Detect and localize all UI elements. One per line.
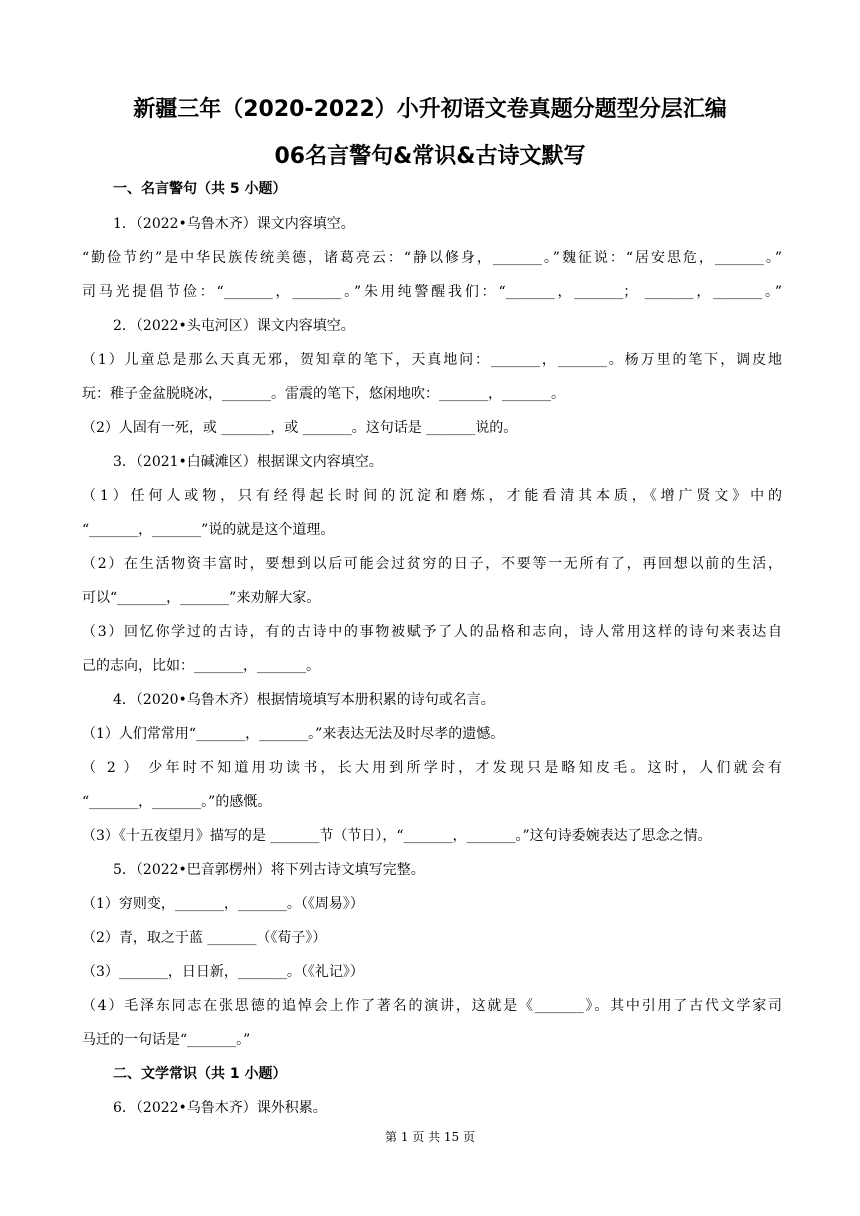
question-3-line-3: （2）在生活物资丰富时，要想到以后可能会过贫穷的日子，不要等一无所有了，再回想以前的生活， xyxy=(82,556,782,572)
question-3-line-5: （3）回忆你学过的古诗，有的古诗中的事物被赋予了人的品格和志向，诗人常用这样的诗句来表达自 xyxy=(82,624,782,640)
question-4-line-1: （1）人们常常用“_______，_______。”来表达无法及时尽孝的遗憾。 xyxy=(82,726,505,742)
question-5-line-2: （2）青，取之于蓝 _______（《荀子》） xyxy=(82,930,327,946)
question-5-line-1: （1）穷则变，_______，_______。（《周易》） xyxy=(82,896,364,912)
question-3-line-2: “_______，_______”说的就是这个道理。 xyxy=(82,522,335,538)
question-3-line-6: 己的志向，比如：_______，_______。 xyxy=(82,658,320,674)
document-title-line2: 06名言警句&常识&古诗文默写 xyxy=(274,144,586,169)
question-3-heading: 3．（2021•白碱滩区）根据课文内容填空。 xyxy=(113,454,383,470)
question-4-line-3: “_______，_______。”的感慨。 xyxy=(82,794,272,810)
document-title-line1: 新疆三年（2020-2022）小升初语文卷真题分题型分层汇编 xyxy=(133,97,727,122)
question-5-line-3: （3）_______，日日新，_______。（《礼记》） xyxy=(82,964,364,980)
question-2-line-3: （2）人固有一死，或 _______，或 _______。这句话是 _______说的。 xyxy=(82,420,518,436)
question-1-line-2: 司马光提倡节俭：“_______，_______。”朱用纯警醒我们：“_______，_______； _______，_______。” xyxy=(82,284,782,300)
question-3-line-1: （1）任何人或物，只有经得起长时间的沉淀和磨炼，才能看清其本质，《增广贤文》中的 xyxy=(82,488,782,504)
question-2-line-1: （1）儿童总是那么天真无邪，贺知章的笔下，天真地问：_______，_______。杨万里的笔下，调皮地 xyxy=(82,352,782,368)
question-1-heading: 1．（2022•乌鲁木齐）课文内容填空。 xyxy=(113,216,355,232)
question-3-line-4: 可以“_______，_______”来劝解大家。 xyxy=(82,590,321,606)
question-5-line-4: （4）毛泽东同志在张思德的追悼会上作了著名的演讲，这就是《_______》。其中引用了古代文学家司 xyxy=(82,998,782,1014)
section-heading-1: 一、名言警句（共 5 小题） xyxy=(113,181,287,197)
question-1-line-1: “勤俭节约”是中华民族传统美德，诸葛亮云：“静以修身，_______。”魏征说：“居安思危，_______。” xyxy=(82,250,782,266)
question-2-line-2: 玩：稚子金盆脱晓冰，_______。雷震的笔下，悠闲地吹：_______，_______。 xyxy=(82,386,565,402)
question-4-heading: 4．（2020•乌鲁木齐）根据情境填写本册积累的诗句或名言。 xyxy=(113,692,495,708)
section-heading-2: 二、文学常识（共 1 小题） xyxy=(113,1066,287,1082)
question-2-heading: 2．（2022•头屯河区）课文内容填空。 xyxy=(113,318,355,334)
question-5-heading: 5．（2022•巴音郭楞州）将下列古诗文填写完整。 xyxy=(113,862,425,878)
page-footer: 第 1 页 共 15 页 xyxy=(385,1130,475,1144)
question-5-line-5: 马迁的一句话是“_______。” xyxy=(82,1032,251,1048)
question-6-heading: 6．（2022•乌鲁木齐）课外积累。 xyxy=(113,1100,327,1116)
question-4-line-2: （ 2 ） 少年时不知道用功读书，长大用到所学时，才发现只是略知皮毛。这时，人们就会有 xyxy=(82,760,782,776)
question-4-line-4: （3）《十五夜望月》描写的是 _______节（节日），“_______，_______。”这句诗委婉表达了思念之情。 xyxy=(82,828,712,844)
